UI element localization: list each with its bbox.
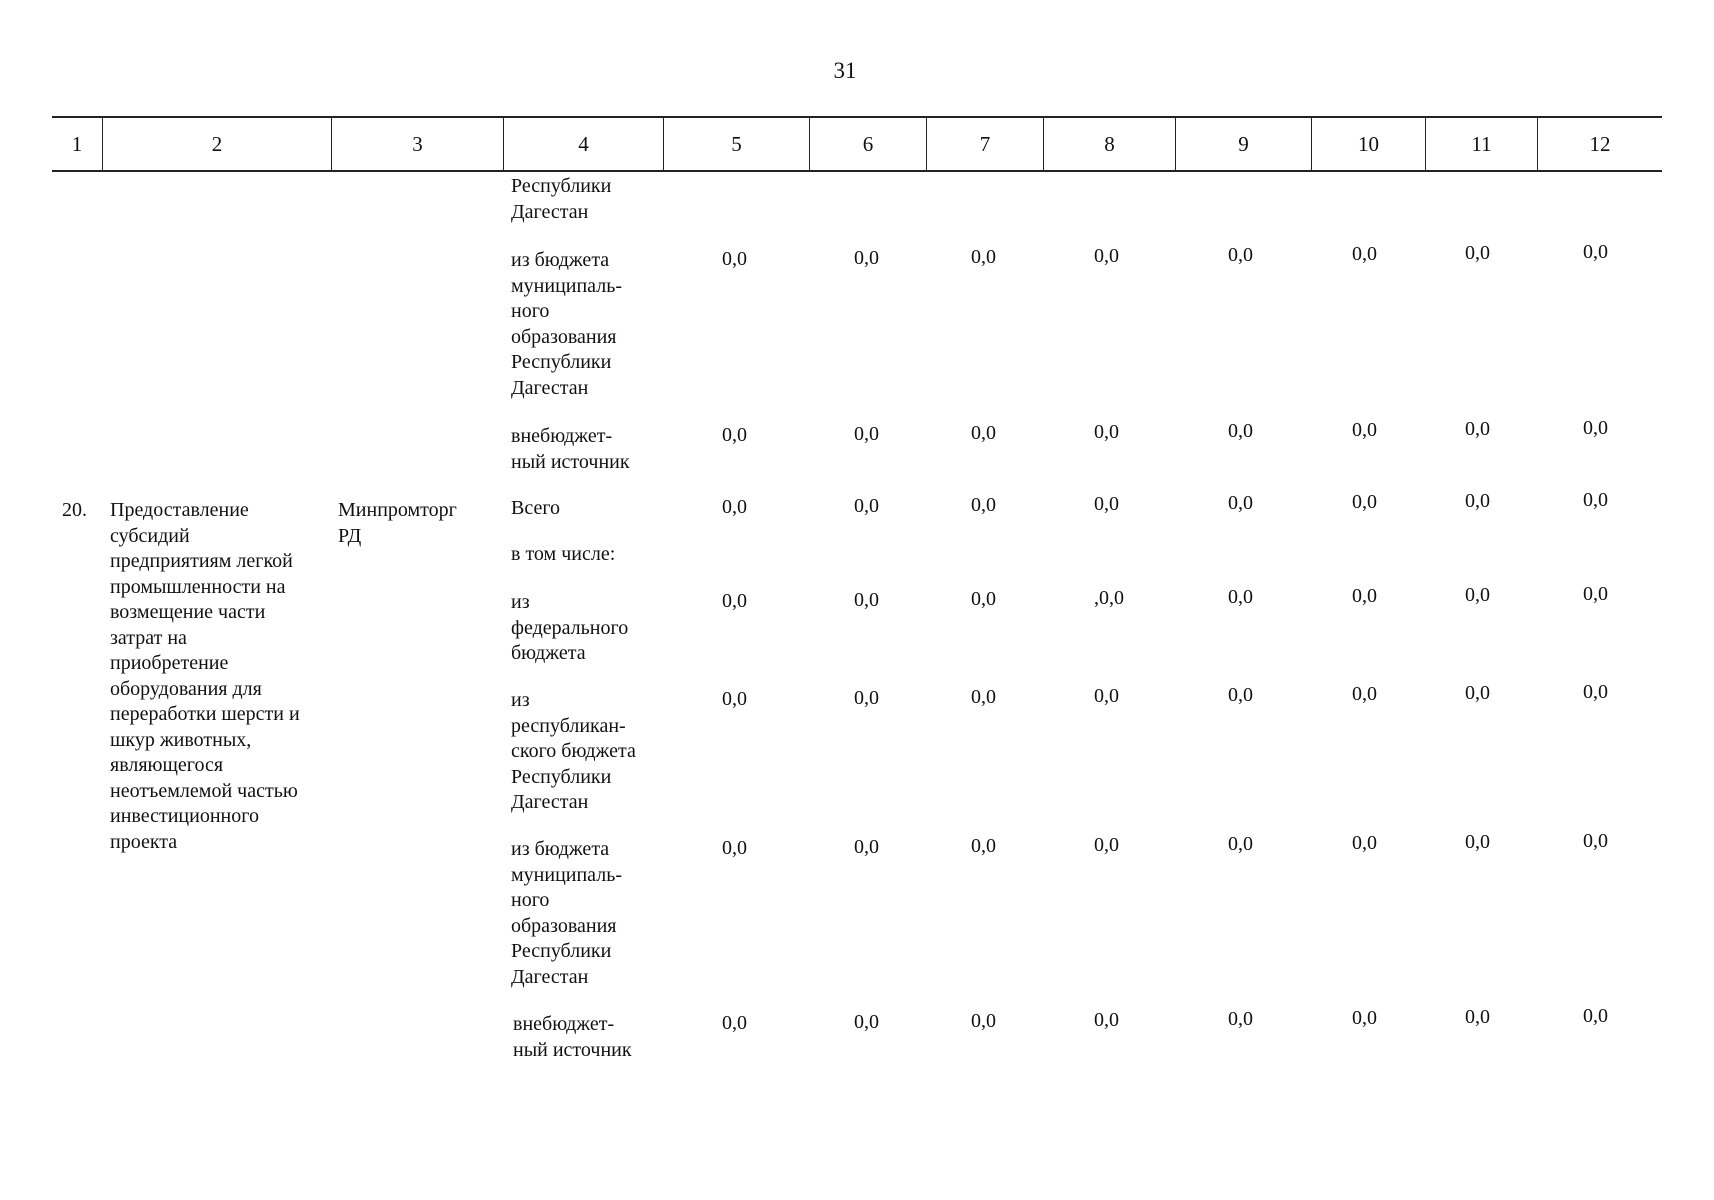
- header-col-3: 3: [331, 118, 503, 170]
- value-cell: 0,0: [1465, 831, 1490, 853]
- value-cell: 0,0: [1583, 681, 1608, 703]
- header-col-7: 7: [926, 118, 1043, 170]
- value-cell: 0,0: [1094, 685, 1119, 707]
- value-cell: 0,0: [1352, 1007, 1377, 1029]
- value-cell: 0,0: [1228, 1008, 1253, 1030]
- header-col-8: 8: [1043, 118, 1175, 170]
- value-cell: 0,0: [722, 496, 747, 518]
- value-cell: 0,0: [1094, 245, 1119, 267]
- header-col-2: 2: [102, 118, 331, 170]
- value-cell: 0,0: [1228, 684, 1253, 706]
- value-cell: 0,0: [854, 687, 879, 709]
- header-col-10: 10: [1311, 118, 1425, 170]
- value-cell: 0,0: [971, 588, 996, 610]
- value-cell: 0,0: [722, 424, 747, 446]
- value-cell: 0,0: [854, 247, 879, 269]
- header-col-9: 9: [1175, 118, 1311, 170]
- item-name: Предоставление субсидий предприятиям легкой промышленности на возмещение части затрат на приобретение оборудования для переработки шерсти и шкур животных, являющегося неотъемлемой частью инвестиционного проекта: [110, 499, 300, 853]
- header-col-12: 12: [1537, 118, 1662, 170]
- value-cell: 0,0: [722, 248, 747, 270]
- value-cell: 0,0: [1094, 834, 1119, 856]
- value-cell: 0,0: [1465, 682, 1490, 704]
- header-col-6: 6: [809, 118, 926, 170]
- value-cell: 0,0: [971, 494, 996, 516]
- value-cell: 0,0: [1583, 830, 1608, 852]
- value-cell: 0,0: [971, 835, 996, 857]
- value-cell: 0,0: [1228, 586, 1253, 608]
- value-cell: 0,0: [1465, 490, 1490, 512]
- value-cell: 0,0: [722, 1012, 747, 1034]
- value-cell: 0,0: [722, 688, 747, 710]
- source-label: из бюджета муниципаль- ного образования Республики Дагестан: [511, 838, 622, 988]
- value-cell: 0,0: [1583, 489, 1608, 511]
- value-cell: 0,0: [1352, 585, 1377, 607]
- value-cell: 0,0: [1352, 683, 1377, 705]
- value-cell: 0,0: [854, 423, 879, 445]
- header-col-4: 4: [503, 118, 663, 170]
- value-cell: 0,0: [854, 495, 879, 517]
- value-cell: 0,0: [854, 1011, 879, 1033]
- value-cell: 0,0: [1465, 584, 1490, 606]
- source-label: из бюджета муниципаль- ного образования Республики Дагестан: [511, 249, 622, 399]
- source-label: Всего: [511, 497, 561, 519]
- value-cell: 0,0: [1352, 832, 1377, 854]
- value-cell: 0,0: [1465, 418, 1490, 440]
- value-cell: 0,0: [1583, 417, 1608, 439]
- source-label: из республикан- ского бюджета Республики Дагестан: [511, 689, 636, 813]
- value-cell: 0,0: [1094, 493, 1119, 515]
- value-cell: 0,0: [1094, 421, 1119, 443]
- value-cell: 0,0: [971, 422, 996, 444]
- value-cell: 0,0: [971, 246, 996, 268]
- value-cell: 0,0: [1352, 419, 1377, 441]
- value-cell: 0,0: [1094, 1009, 1119, 1031]
- value-cell: 0,0: [854, 589, 879, 611]
- value-cell: 0,0: [722, 590, 747, 612]
- value-cell: 0,0: [1228, 833, 1253, 855]
- value-cell: 0,0: [1228, 420, 1253, 442]
- value-cell: ,0,0: [1094, 587, 1124, 609]
- source-label: внебюджет- ный источник: [513, 1013, 632, 1061]
- value-cell: 0,0: [854, 836, 879, 858]
- value-cell: 0,0: [1352, 491, 1377, 513]
- value-cell: 0,0: [1465, 242, 1490, 264]
- value-cell: 0,0: [1583, 583, 1608, 605]
- value-cell: 0,0: [1228, 492, 1253, 514]
- header-col-5: 5: [663, 118, 809, 170]
- page-number: 31: [833, 58, 857, 83]
- value-cell: 0,0: [1352, 243, 1377, 265]
- value-cell: 0,0: [1465, 1006, 1490, 1028]
- item-number: 20.: [62, 499, 87, 521]
- value-cell: 0,0: [1583, 241, 1608, 263]
- value-cell: 0,0: [722, 837, 747, 859]
- header-col-11: 11: [1425, 118, 1537, 170]
- value-cell: 0,0: [1228, 244, 1253, 266]
- source-label: из федерального бюджета: [511, 591, 629, 664]
- value-cell: 0,0: [1583, 1005, 1608, 1027]
- header-col-1: 1: [71, 131, 83, 156]
- value-cell: 0,0: [971, 1010, 996, 1032]
- source-label: в том числе:: [511, 543, 616, 565]
- source-label: Республики Дагестан: [511, 175, 612, 223]
- value-cell: 0,0: [971, 686, 996, 708]
- source-label: внебюджет- ный источник: [511, 425, 630, 473]
- table-header-row: [52, 116, 1662, 172]
- item-executor: Минпромторг РД: [338, 499, 457, 547]
